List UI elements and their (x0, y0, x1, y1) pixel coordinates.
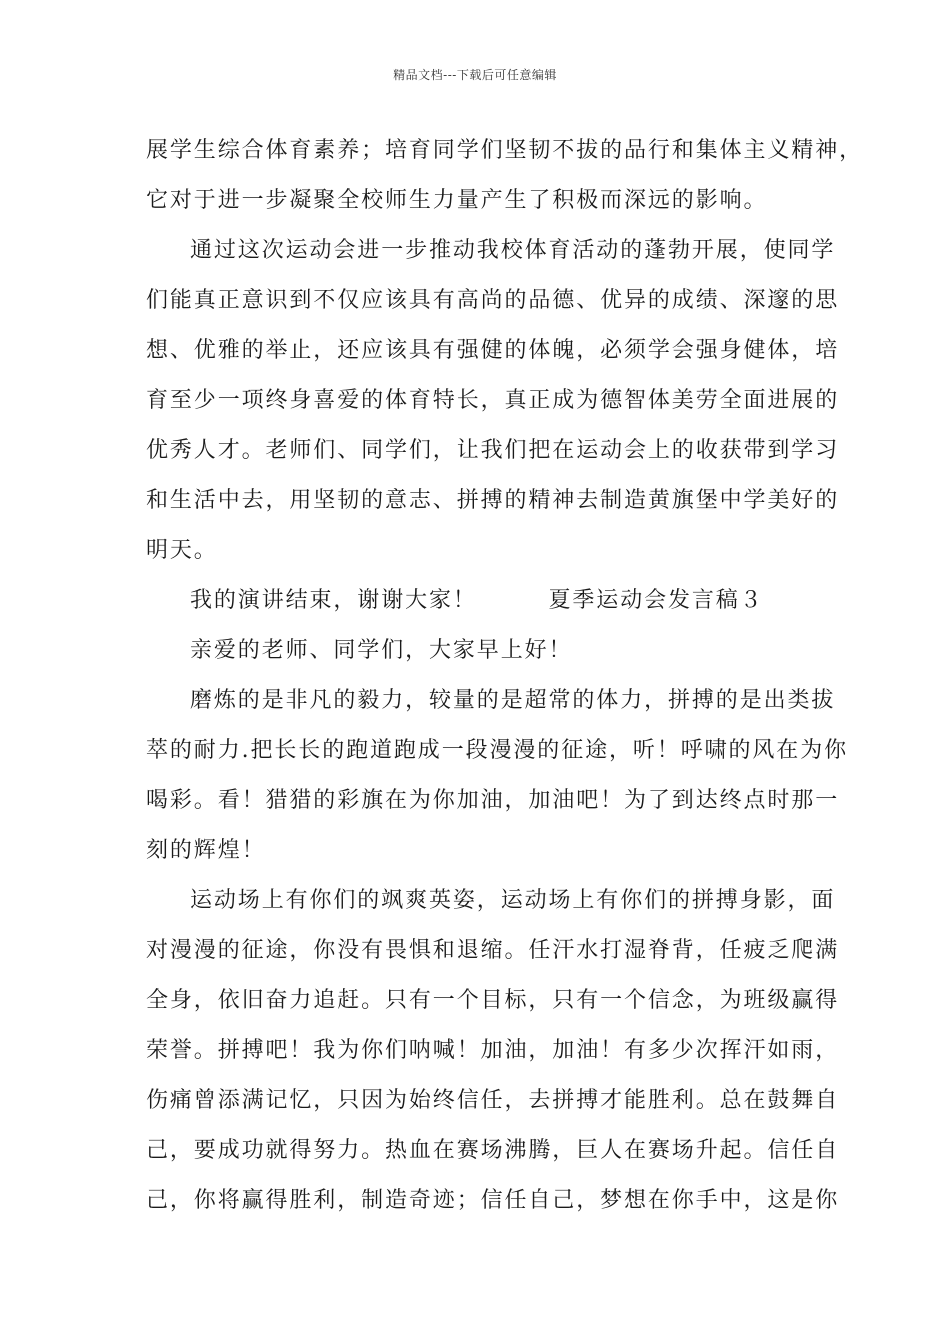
text-line: 育至少一项终身喜爱的体育特长，真正成为德智体美劳全面进展的 (146, 388, 840, 413)
paragraph-start: 亲爱的老师、同学们，大家早上好！ (190, 638, 573, 663)
page-header: 精品文档---下载后可任意编辑 (393, 68, 557, 82)
paragraph-start: 运动场上有你们的飒爽英姿，运动场上有你们的拼搏身影，面 (190, 888, 836, 913)
text-line: 们能真正意识到不仅应该具有高尚的品德、优异的成绩、深邃的思 (146, 288, 840, 313)
text-line: 它对于进一步凝聚全校师生力量产生了积极而深远的影响。 (146, 188, 768, 213)
paragraph-start: 我的演讲结束，谢谢大家！ 夏季运动会发言稿３ (190, 588, 764, 613)
text-line: 萃的耐力.把长长的跑道跑成一段漫漫的征途，听！呼啸的风在为你 (146, 738, 848, 763)
text-line: 己，要成功就得努力。热血在赛场沸腾，巨人在赛场升起。信任自 (146, 1138, 840, 1163)
text-line: 展学生综合体育素养；培育同学们坚韧不拔的品行和集体主义精神， (146, 138, 864, 163)
paragraph-start: 通过这次运动会进一步推动我校体育活动的蓬勃开展，使同学 (190, 238, 836, 263)
text-line: 伤痛曾添满记忆，只因为始终信任，去拼搏才能胜利。总在鼓舞自 (146, 1088, 840, 1113)
text-line: 优秀人才。老师们、同学们，让我们把在运动会上的收获带到学习 (146, 438, 840, 463)
text-line: 对漫漫的征途，你没有畏惧和退缩。任汗水打湿脊背，任疲乏爬满 (146, 938, 840, 963)
text-line: 明天。 (146, 538, 218, 563)
paragraph-start: 磨炼的是非凡的毅力，较量的是超常的体力，拼搏的是出类拔 (190, 688, 836, 713)
text-line: 全身，依旧奋力追赶。只有一个目标，只有一个信念，为班级赢得 (146, 988, 840, 1013)
text-line: 荣誉。拼搏吧！我为你们呐喊！加油，加油！有多少次挥汗如雨， (146, 1038, 840, 1063)
text-line: 想、优雅的举止，还应该具有强健的体魄，必须学会强身健体，培 (146, 338, 840, 363)
text-line: 己，你将赢得胜利，制造奇迹；信任自己，梦想在你手中，这是你 (146, 1188, 840, 1213)
text-line: 和生活中去，用坚韧的意志、拼搏的精神去制造黄旗堡中学美好的 (146, 488, 840, 513)
text-line: 喝彩。看！猎猎的彩旗在为你加油，加油吧！为了到达终点时那一 (146, 788, 840, 813)
text-line: 刻的辉煌！ (146, 838, 266, 863)
